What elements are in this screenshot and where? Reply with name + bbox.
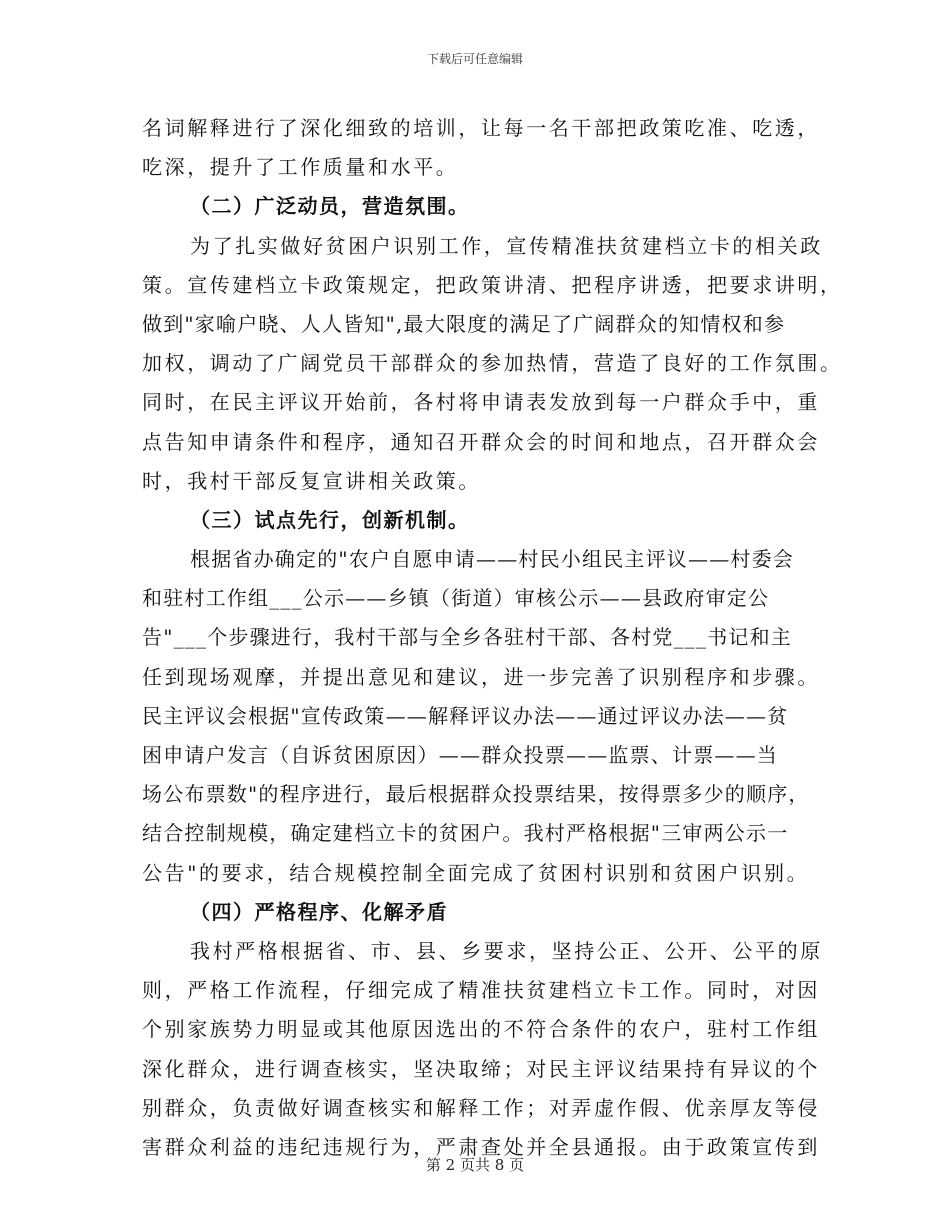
paragraph-line: 则，严格工作流程，仔细完成了精准扶贫建档立卡工作。同时，对因 (142, 978, 820, 1003)
page-header: 下载后可任意编辑 (426, 52, 523, 66)
section-heading: （二）广泛动员，营造氛围。 (190, 194, 470, 219)
paragraph-line: 为了扎实做好贫困户识别工作，宣传精准扶贫建档立卡的相关政 (190, 233, 823, 258)
section-heading: （三）试点先行，创新机制。 (190, 507, 470, 532)
paragraph-line: 同时，在民主评议开始前，各村将申请表发放到每一户群众手中，重 (142, 390, 820, 415)
paragraph-line: 结合控制规模，确定建档立卡的贫困户。我村严格根据"三审两公示一 (142, 821, 789, 846)
paragraph-line: 加权，调动了广阔党员干部群众的参加热情，营造了良好的工作氛围。 (142, 351, 843, 376)
paragraph-line: 害群众利益的违纪违规行为，严肃查处并全县通报。由于政策宣传到 (142, 1134, 820, 1159)
paragraph-line: 深化群众，进行调查核实，坚决取缔；对民主评议结果持有异议的个 (142, 1056, 820, 1081)
paragraph-line: 困申请户发言（自诉贫困原因）——群众投票——监票、计票——当 (142, 743, 778, 767)
page-footer: 第 2 页共 8 页 (425, 1156, 525, 1174)
paragraph-line: 做到"家喻户晓、人人皆知",最大限度的满足了广阔群众的知情权和参 (142, 311, 786, 336)
section-heading: （四）严格程序、化解矛盾 (190, 899, 448, 924)
paragraph-line: 民主评议会根据"宣传政策——解释评议办法——通过评议办法——贫 (142, 703, 789, 728)
paragraph-line: 场公布票数"的程序进行，最后根据群众投票结果，按得票多少的顺序， (142, 782, 810, 807)
paragraph-line: 别群众，负责做好调查核实和解释工作；对弄虚作假、优亲厚友等侵 (142, 1095, 820, 1120)
paragraph-line: 我村严格根据省、市、县、乡要求，坚持公正、公开、公平的原 (190, 938, 823, 963)
paragraph-line: 策。宣传建档立卡政策规定，把政策讲清、把程序讲透，把要求讲明， (142, 272, 843, 297)
paragraph-line: 时，我村干部反复宣讲相关政策。 (142, 468, 481, 493)
body-text (142, 109, 843, 1167)
paragraph-line: 告"___个步骤进行，我村干部与全乡各驻村干部、各村党___书记和主 (142, 625, 792, 650)
paragraph-line: 名词解释进行了深化细致的培训，让每一名干部把政策吃准、吃透， (142, 116, 820, 140)
paragraph-line: 和驻村工作组___公示——乡镇（街道）审核公示——县政府审定公 (142, 586, 770, 611)
paragraph-line: 个别家族势力明显或其他原因选出的不符合条件的农户，驻村工作组 (142, 1017, 820, 1042)
paragraph-line: 吃深，提升了工作质量和水平。 (142, 155, 459, 180)
paragraph-line: 根据省办确定的"农户自愿申请——村民小组民主评议——村委会 (190, 547, 794, 572)
paragraph-line: 任到现场观摩，并提出意见和建议，进一步完善了识别程序和步骤。 (142, 664, 820, 689)
paragraph-line: 公告"的要求，结合规模控制全面完成了贫困村识别和贫困户识别。 (142, 860, 810, 885)
paragraph-line: 点告知申请条件和程序，通知召开群众会的时间和地点，召开群众会 (142, 429, 820, 454)
